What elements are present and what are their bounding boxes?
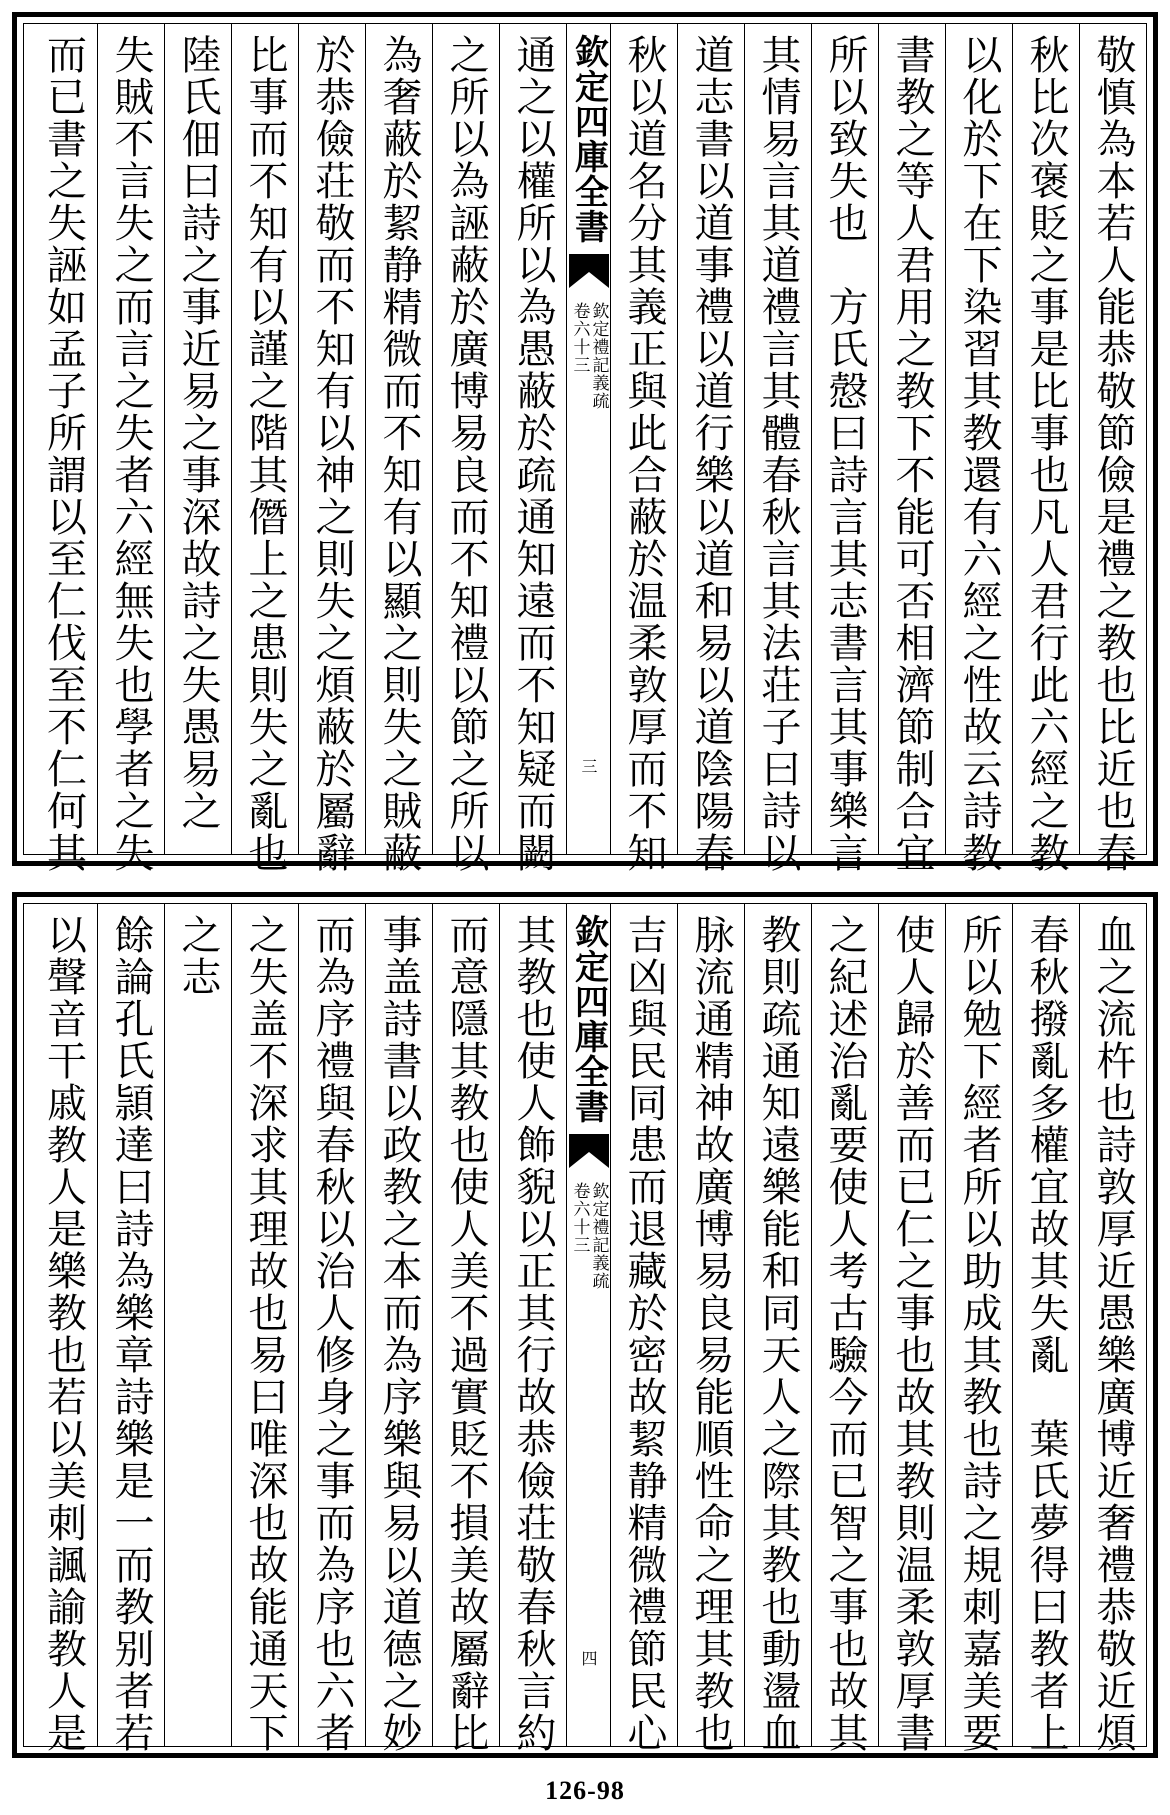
- page-bottom: [12, 892, 1158, 1758]
- text-column: [164, 24, 231, 854]
- text-column: [744, 904, 811, 1754]
- text-column: [499, 904, 566, 1754]
- text-column: [97, 904, 164, 1754]
- text-column: [878, 24, 945, 874]
- column-text: 秋比次褒貶之事是比事也凡人君行此六經之教: [1023, 34, 1069, 874]
- text-column: [231, 24, 298, 874]
- column-text: 通之以權所以為愚蔽於疏通知遠而不知疑而闕: [510, 34, 556, 874]
- text-column: [1012, 24, 1079, 874]
- text-column: [945, 904, 1012, 1754]
- column-text: 所以致失也 方氏慤曰詩言其志書言其事樂言: [822, 34, 868, 874]
- column-text: 吉凶與民同患而退藏於密故絜静精微禮節民心: [621, 914, 667, 1754]
- column-text: 比事而不知有以謹之階其僭上之患則失之亂也: [242, 34, 288, 874]
- fishtail-icon: [569, 254, 609, 288]
- text-column: [811, 904, 878, 1754]
- book-title: 欽定四庫全書: [568, 34, 609, 244]
- text-column: [30, 24, 97, 874]
- column-text: 以聲音干戚教人是樂教也若以美刺諷諭教人是: [40, 914, 87, 1754]
- page-top: [12, 12, 1158, 874]
- text-column: [365, 904, 432, 1754]
- text-column: [610, 24, 677, 874]
- text-column: [97, 24, 164, 874]
- column-text: 敬慎為本若人能恭敬節儉是禮之教也比近也春: [1090, 34, 1136, 874]
- column-text: 而意隱其教也使人美不過實貶不損美故屬辭比: [443, 914, 489, 1754]
- column-text: 春秋撥亂多權宜故其失亂 葉氏夢得曰教者上: [1023, 914, 1069, 1754]
- column-text: 以化於下在下染習其教還有六經之性故云詩教: [956, 34, 1002, 874]
- column-text: 於恭儉荘敬而不知有以神之則失之煩蔽於屬辭: [309, 34, 355, 874]
- text-column: [610, 904, 677, 1754]
- column-text: 之紀述治亂要使人考古驗今而已智之事也故其: [822, 914, 868, 1754]
- book-title: 欽定四庫全書: [568, 914, 609, 1124]
- column-text: 秋以道名分其義正與此合蔽於温柔敦厚而不知: [621, 34, 667, 874]
- column-text: 而已書之失誣如孟子所謂以至仁伐至不仁何其: [40, 34, 87, 874]
- text-column: [677, 24, 744, 874]
- center-fold-strip: [566, 24, 610, 854]
- column-text: 所以勉下經者所以助成其教也詩之規刺嘉美要: [956, 914, 1002, 1754]
- column-text: 其教也使人飾貎以正其行故恭儉荘敬春秋言約: [510, 914, 556, 1754]
- column-text: 道志書以道事禮以道行樂以道和易以道陰陽春: [688, 34, 734, 874]
- column-text: 餘論孔氏頴達曰詩為樂章詩樂是一而教别者若: [108, 914, 154, 1754]
- subtitle-work: 欽定禮記義疏: [588, 302, 609, 410]
- text-column: [1079, 24, 1146, 874]
- subtitle-work: 欽定禮記義疏: [588, 1182, 609, 1290]
- column-text: 為奢蔽於絜静精微而不知有以顯之則失之賊蔽: [376, 34, 422, 874]
- fishtail-icon: [569, 1134, 609, 1168]
- folio-number: 四: [579, 1650, 598, 1666]
- column-text: 陸氏佃曰詩之事近易之事深故詩之失愚易之: [175, 34, 221, 832]
- text-column: [231, 904, 298, 1754]
- text-column: [432, 24, 499, 874]
- column-text: 之所以為誣蔽於廣博易良而不知禮以節之所以: [443, 34, 489, 874]
- text-column: [945, 24, 1012, 874]
- page-frame: [23, 23, 1147, 874]
- column-text: 之失盖不深求其理故也易曰唯深也故能通天下: [242, 914, 288, 1754]
- center-fold-strip: [566, 904, 610, 1746]
- text-column: [1012, 904, 1079, 1754]
- column-text: 失賊不言失之而言之失者六經無失也學者之失: [108, 34, 154, 874]
- text-column: [365, 24, 432, 874]
- text-column: [164, 904, 231, 1746]
- column-text: 書教之等人君用之教下不能可否相濟節制合宜: [889, 34, 935, 874]
- volume-label: [571, 302, 607, 410]
- column-text: 使人歸於善而已仁之事也故其教則温柔敦厚書: [889, 914, 935, 1754]
- text-column: [677, 904, 744, 1754]
- column-text: 而為序禮與春秋以治人修身之事而為序也六者: [309, 914, 355, 1754]
- column-text: 教則疏通知遠樂能和同天人之際其教也動盪血: [755, 914, 801, 1754]
- folio-number: 三: [579, 758, 598, 774]
- text-column: [298, 904, 365, 1754]
- column-text: 血之流杵也詩敦厚近愚樂廣博近奢禮恭敬近煩: [1090, 914, 1136, 1754]
- text-column: [298, 24, 365, 874]
- page-number: 126-98: [545, 1776, 625, 1805]
- column-text: 其情易言其道禮言其體春秋言其法荘子曰詩以: [755, 34, 801, 874]
- text-column: [499, 24, 566, 874]
- text-column: [811, 24, 878, 874]
- column-text: 脉流通精神故廣博易良易能順性命之理其教也: [688, 914, 734, 1754]
- text-column: [30, 904, 97, 1754]
- column-text: 之志: [175, 914, 221, 998]
- text-column: [432, 904, 499, 1754]
- text-column: [1079, 904, 1146, 1754]
- text-column: [744, 24, 811, 874]
- subtitle-volume: 卷六十三: [569, 302, 590, 374]
- volume-label: [571, 1182, 607, 1290]
- column-text: 事盖詩書以政教之本而為序樂與易以道德之妙: [376, 914, 422, 1754]
- page-frame: [23, 903, 1147, 1754]
- text-column: [878, 904, 945, 1754]
- subtitle-volume: 卷六十三: [569, 1182, 590, 1254]
